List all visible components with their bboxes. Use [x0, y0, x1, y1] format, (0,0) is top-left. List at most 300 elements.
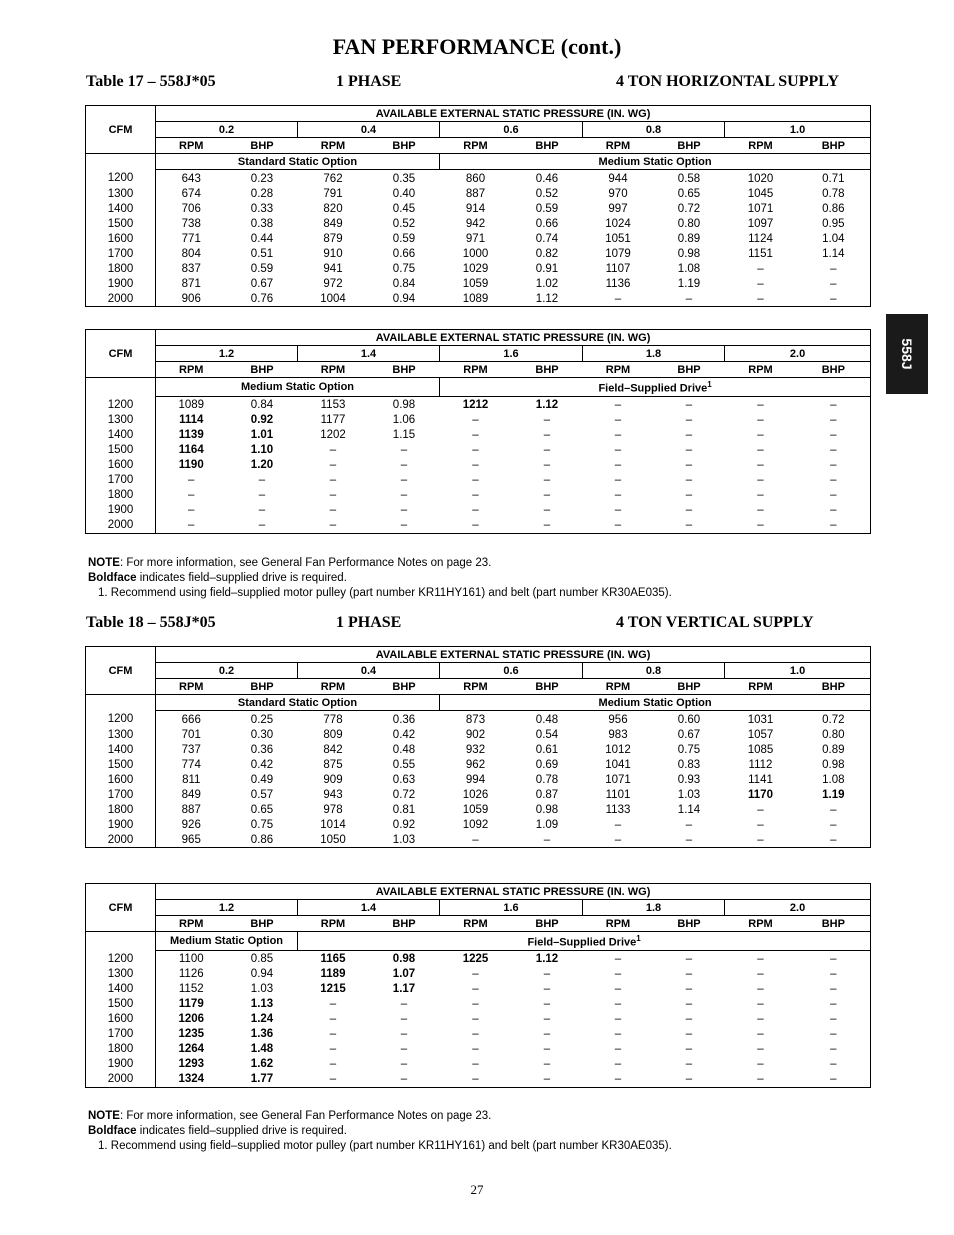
cell-value: – [472, 519, 479, 532]
pressure-1-2: 1.2 [156, 900, 298, 916]
table-row [86, 711, 871, 728]
cfm-value: 1600 [86, 231, 156, 246]
cell-value: – [757, 292, 764, 305]
option-right-label: Field–Supplied Drive [527, 936, 637, 949]
cell-value: 1164 [178, 444, 204, 457]
cell-value: – [757, 277, 764, 290]
cell-value: 0.92 [392, 818, 416, 831]
cell-value: 994 [465, 773, 486, 786]
table18-phase: 1 PHASE [336, 614, 402, 631]
cell-value: 1141 [748, 773, 773, 786]
cell-value: – [472, 1013, 479, 1026]
rpm-header: RPM [725, 679, 797, 695]
cell-value: – [614, 1073, 622, 1086]
cell-value: – [614, 1058, 622, 1071]
cell-value: – [830, 429, 837, 442]
cfm-value: 1500 [86, 443, 156, 458]
footnote: 1. Recommend using field–supplied motor pulley (part number KR11HY161) and belt (part number KR30AE035). [98, 1140, 672, 1152]
cell-value: – [685, 998, 693, 1011]
cell-value: 0.52 [392, 217, 416, 230]
table-row [86, 518, 871, 534]
cell-value: – [614, 399, 622, 412]
page-number: 27 [470, 1182, 484, 1197]
cfm-value: 1300 [86, 186, 156, 201]
cell-value: – [685, 474, 693, 487]
cell-value: – [400, 504, 408, 517]
table18-part-a [85, 646, 871, 848]
cell-value: 0.89 [822, 743, 845, 756]
rpm-header: RPM [156, 679, 227, 695]
pressure-0-8: 0.8 [583, 122, 725, 138]
cell-value: 1.48 [250, 1043, 274, 1056]
pressure-1-4: 1.4 [298, 346, 440, 362]
pressure-0-8: 0.8 [583, 663, 725, 679]
cell-value: 1179 [178, 998, 204, 1011]
cfm-value: 1400 [86, 201, 156, 216]
cfm-value: 1400 [86, 982, 156, 997]
table-row [86, 1072, 871, 1088]
bhp-header: BHP [227, 679, 298, 695]
cell-value: 909 [323, 773, 343, 786]
cell-value: 0.36 [250, 743, 274, 756]
cell-value: – [685, 504, 693, 517]
cell-value: 944 [608, 172, 628, 185]
cell-value: – [685, 1073, 693, 1086]
cell-value: 1.24 [250, 1013, 274, 1026]
cell-value: 1097 [747, 217, 774, 230]
cell-value: 1.03 [392, 833, 416, 846]
cell-value: – [685, 953, 693, 966]
cell-value: 942 [465, 217, 486, 230]
cell-value: 804 [181, 247, 201, 260]
cell-value: – [757, 953, 764, 966]
cell-value: – [329, 1058, 337, 1071]
cell-value: 0.59 [250, 262, 274, 275]
cell-value: 849 [181, 788, 201, 801]
cell-value: – [757, 399, 764, 412]
cell-value: – [757, 983, 764, 996]
cell-value: 1014 [320, 818, 346, 831]
cell-value: 1133 [605, 803, 631, 816]
cell-value: – [830, 968, 837, 981]
note-label: NOTE [88, 557, 120, 569]
cell-value: 1.03 [250, 983, 274, 996]
pressure-header: AVAILABLE EXTERNAL STATIC PRESSURE (IN. WG) [156, 884, 871, 900]
cell-value: – [685, 833, 693, 846]
cell-value: 1136 [605, 277, 631, 290]
cell-value: 0.54 [535, 728, 559, 741]
cell-value: 0.93 [677, 773, 701, 786]
pressure-2-0: 2.0 [725, 900, 871, 916]
cell-value: 0.36 [392, 713, 416, 726]
cell-value: – [472, 1058, 479, 1071]
cell-value: – [830, 414, 837, 427]
cell-value: 701 [181, 728, 201, 741]
cell-value: 0.72 [677, 202, 701, 215]
cell-value: – [258, 504, 266, 517]
cell-value: 842 [323, 743, 343, 756]
cell-value: – [614, 953, 622, 966]
cell-value: – [400, 474, 408, 487]
cell-value: – [543, 1013, 551, 1026]
cell-value: – [543, 414, 551, 427]
cell-value: 1.02 [535, 277, 559, 290]
rpm-header: RPM [298, 679, 369, 695]
cfm-value: 1800 [86, 1042, 156, 1057]
cell-value: – [830, 444, 837, 457]
cfm-value: 1900 [86, 1057, 156, 1072]
cell-value: – [472, 968, 479, 981]
cfm-value: 1700 [86, 787, 156, 802]
cell-value: 0.75 [392, 262, 416, 275]
table17-part-a [85, 105, 871, 307]
cell-value: 0.33 [250, 202, 274, 215]
cell-value: 849 [323, 217, 343, 230]
rpm-header: RPM [583, 679, 654, 695]
cell-value: – [543, 1028, 551, 1041]
cell-value: – [757, 474, 764, 487]
pressure-header: AVAILABLE EXTERNAL STATIC PRESSURE (IN. WG) [156, 647, 871, 663]
cell-value: 0.67 [677, 728, 701, 741]
cfm-value: 1600 [86, 1012, 156, 1027]
cell-value: – [543, 444, 551, 457]
cell-value: 0.63 [392, 773, 416, 786]
cell-value: – [188, 504, 195, 517]
cfm-value: 1900 [86, 276, 156, 291]
cell-value: 1202 [320, 429, 346, 442]
cell-value: – [614, 968, 622, 981]
table-row [86, 832, 871, 848]
cell-value: 1264 [178, 1043, 205, 1056]
rpm-header: RPM [298, 916, 369, 932]
option-spacer [86, 695, 156, 711]
cell-value: 1051 [605, 232, 631, 245]
footnote-marker: 1 [636, 934, 641, 943]
cell-value: 643 [181, 172, 201, 185]
cell-value: – [757, 1028, 764, 1041]
cell-value: – [685, 1043, 693, 1056]
boldface-label: Boldface [88, 1125, 137, 1137]
cell-value: 1124 [748, 232, 773, 245]
cell-value: – [472, 459, 479, 472]
cell-value: – [614, 489, 622, 502]
rpm-header: RPM [725, 138, 797, 154]
cell-value: 1.36 [250, 1028, 274, 1041]
cell-value: 1.17 [392, 983, 416, 996]
pressure-1-6: 1.6 [440, 346, 583, 362]
cell-value: 0.58 [677, 172, 701, 185]
cell-value: – [757, 459, 764, 472]
cell-value: 1092 [462, 818, 489, 831]
cfm-value: 1400 [86, 742, 156, 757]
table-row [86, 170, 871, 187]
bhp-header: BHP [369, 362, 440, 378]
cell-value: – [400, 1058, 408, 1071]
cell-value: 972 [323, 277, 343, 290]
cell-value: 1152 [178, 983, 204, 996]
table17-notes [88, 556, 672, 601]
cell-value: – [685, 1058, 693, 1071]
cell-value: – [830, 489, 837, 502]
cell-value: 0.80 [822, 728, 845, 741]
pressure-header: AVAILABLE EXTERNAL STATIC PRESSURE (IN. WG) [156, 330, 871, 346]
cell-value: 1190 [178, 459, 204, 472]
rpm-header: RPM [156, 138, 227, 154]
cell-value: 0.85 [250, 953, 274, 966]
cell-value: 1177 [320, 414, 346, 427]
table-row [86, 458, 871, 473]
cell-value: – [400, 459, 408, 472]
pressure-0-4: 0.4 [298, 663, 440, 679]
cell-value: 0.66 [535, 217, 559, 230]
cell-value: 771 [181, 232, 201, 245]
cell-value: – [258, 489, 266, 502]
bhp-header: BHP [369, 679, 440, 695]
cell-value: 0.51 [250, 247, 274, 260]
cell-value: – [757, 1013, 764, 1026]
cell-value: 1206 [178, 1013, 205, 1026]
cfm-value: 1300 [86, 727, 156, 742]
cell-value: – [830, 983, 837, 996]
rpm-header: RPM [583, 362, 654, 378]
option-left: Medium Static Option [156, 378, 440, 397]
cell-value: 1.62 [250, 1058, 274, 1071]
cfm-value: 1900 [86, 817, 156, 832]
cell-value: – [472, 504, 479, 517]
cell-value: 0.94 [392, 292, 416, 305]
cell-value: – [614, 1013, 622, 1026]
cfm-value: 1900 [86, 503, 156, 518]
cell-value: 1.19 [677, 277, 701, 290]
cell-value: 1126 [178, 968, 204, 981]
cell-value: 1.06 [392, 414, 416, 427]
cell-value: 1071 [605, 773, 631, 786]
cfm-value: 1600 [86, 772, 156, 787]
cell-value: 0.30 [250, 728, 274, 741]
cell-value: 0.57 [250, 788, 274, 801]
cell-value: – [543, 489, 551, 502]
cell-value: 706 [181, 202, 201, 215]
option-right-label: Field–Supplied Drive [598, 382, 708, 395]
cell-value: 666 [181, 713, 201, 726]
bhp-header: BHP [227, 138, 298, 154]
cell-value: 0.48 [392, 743, 416, 756]
cell-value: 0.78 [822, 187, 845, 200]
cell-value: 926 [181, 818, 201, 831]
cell-value: – [614, 444, 622, 457]
cfm-value: 1700 [86, 246, 156, 261]
cell-value: 978 [323, 803, 343, 816]
cell-value: 860 [465, 172, 486, 185]
cell-value: – [329, 474, 337, 487]
cell-value: 0.76 [250, 292, 274, 305]
rpm-header: RPM [725, 916, 797, 932]
cell-value: 0.72 [392, 788, 416, 801]
table-row [86, 982, 871, 997]
cell-value: – [830, 1058, 837, 1071]
cell-value: – [543, 998, 551, 1011]
cell-value: 1225 [462, 953, 489, 966]
cell-value: 1.19 [822, 788, 845, 801]
cfm-value: 1500 [86, 997, 156, 1012]
pressure-0-6: 0.6 [440, 663, 583, 679]
rpm-header: RPM [440, 362, 512, 378]
cell-value: – [757, 489, 764, 502]
cell-value: 0.86 [250, 833, 274, 846]
cell-value: 887 [465, 187, 486, 200]
cell-value: 0.84 [392, 277, 416, 290]
cell-value: – [757, 429, 764, 442]
bhp-header: BHP [654, 138, 725, 154]
cell-value: 1.15 [392, 429, 416, 442]
cell-value: – [543, 1058, 551, 1071]
cell-value: – [614, 504, 622, 517]
cell-value: – [830, 504, 837, 517]
option-right [440, 154, 871, 170]
cell-value: 1112 [748, 758, 773, 771]
cell-value: 0.84 [250, 399, 274, 412]
table17-heading [86, 73, 876, 95]
cell-value: 1004 [320, 292, 346, 305]
option-right-label: Medium Static Option [598, 696, 712, 709]
cell-value: – [757, 1073, 764, 1086]
cell-value: 997 [608, 202, 628, 215]
table-row [86, 817, 871, 832]
cfm-header: CFM [86, 884, 156, 932]
table-row [86, 413, 871, 428]
rpm-header: RPM [583, 916, 654, 932]
table18-notes [88, 1109, 672, 1154]
cell-value: – [685, 459, 693, 472]
cell-value: 0.91 [535, 262, 559, 275]
cell-value: – [830, 1028, 837, 1041]
table-row [86, 488, 871, 503]
bhp-header: BHP [797, 916, 871, 932]
cell-value: – [329, 1028, 337, 1041]
footnote-marker: 1 [707, 380, 712, 389]
cfm-value: 2000 [86, 832, 156, 848]
cell-value: 0.65 [250, 803, 274, 816]
cfm-value: 1200 [86, 950, 156, 967]
option-left: Medium Static Option [156, 932, 298, 951]
bhp-header: BHP [654, 362, 725, 378]
cfm-header: CFM [86, 330, 156, 378]
cell-value: 1085 [747, 743, 774, 756]
cell-value: – [830, 292, 837, 305]
cell-value: 778 [323, 713, 343, 726]
cfm-value: 1200 [86, 170, 156, 187]
boldface-text: indicates field–supplied drive is required. [136, 572, 347, 584]
cell-value: 0.65 [677, 187, 701, 200]
bhp-header: BHP [797, 138, 871, 154]
cell-value: 0.55 [392, 758, 416, 771]
cell-value: – [472, 489, 479, 502]
cell-value: – [400, 489, 408, 502]
table-row [86, 291, 871, 307]
cell-value: – [472, 983, 479, 996]
cfm-value: 1800 [86, 488, 156, 503]
cell-value: – [830, 953, 837, 966]
cell-value: 837 [181, 262, 201, 275]
cell-value: – [329, 459, 337, 472]
cell-value: 0.44 [250, 232, 274, 245]
cell-value: 1189 [320, 968, 346, 981]
table-row [86, 787, 871, 802]
table17-label: Table 17 – 558J*05 [86, 73, 216, 90]
cell-value: – [614, 474, 622, 487]
cell-value: 1107 [605, 262, 631, 275]
cell-value: – [329, 1013, 337, 1026]
cell-value: 1.07 [392, 968, 416, 981]
cell-value: 1000 [462, 247, 489, 260]
cell-value: – [614, 1043, 622, 1056]
table-row [86, 997, 871, 1012]
bhp-header: BHP [797, 679, 871, 695]
cell-value: – [830, 803, 837, 816]
pressure-2-0: 2.0 [725, 346, 871, 362]
cell-value: – [830, 262, 837, 275]
cfm-value: 1700 [86, 1027, 156, 1042]
cell-value: 1170 [748, 788, 773, 801]
cell-value: – [400, 998, 408, 1011]
cell-value: – [400, 1043, 408, 1056]
cell-value: 1139 [178, 429, 204, 442]
rpm-header: RPM [298, 138, 369, 154]
cell-value: – [830, 277, 837, 290]
cell-value: 0.98 [392, 953, 416, 966]
cell-value: – [830, 998, 837, 1011]
cell-value: 962 [465, 758, 486, 771]
cell-value: – [757, 519, 764, 532]
cell-value: 1057 [747, 728, 774, 741]
cell-value: 1089 [462, 292, 489, 305]
cell-value: – [472, 1028, 479, 1041]
cell-value: – [830, 1073, 837, 1086]
cell-value: – [543, 429, 551, 442]
cell-value: 1101 [605, 788, 631, 801]
cell-value: – [757, 1058, 764, 1071]
table18-label: Table 18 – 558J*05 [86, 614, 216, 631]
cell-value: 0.98 [535, 803, 559, 816]
cell-value: 0.89 [677, 232, 701, 245]
cell-value: 0.81 [392, 803, 416, 816]
cell-value: – [685, 399, 693, 412]
table-row [86, 727, 871, 742]
cell-value: 0.75 [250, 818, 274, 831]
table-row [86, 261, 871, 276]
cell-value: – [472, 833, 479, 846]
cell-value: 1215 [320, 983, 346, 996]
cell-value: 0.61 [535, 743, 559, 756]
cell-value: – [329, 998, 337, 1011]
boldface-text: indicates field–supplied drive is required. [136, 1125, 347, 1137]
cell-value: 887 [181, 803, 201, 816]
pressure-0-2: 0.2 [156, 122, 298, 138]
cell-value: – [614, 983, 622, 996]
option-right [440, 695, 871, 711]
cell-value: – [543, 519, 551, 532]
cell-value: 983 [608, 728, 628, 741]
cell-value: 941 [323, 262, 343, 275]
pressure-1-8: 1.8 [583, 346, 725, 362]
cell-value: 0.42 [392, 728, 416, 741]
cell-value: 1165 [320, 953, 346, 966]
rpm-header: RPM [583, 138, 654, 154]
cell-value: 0.92 [250, 414, 274, 427]
cell-value: 1.77 [250, 1073, 274, 1086]
cell-value: – [543, 504, 551, 517]
cell-value: 1151 [748, 247, 773, 260]
